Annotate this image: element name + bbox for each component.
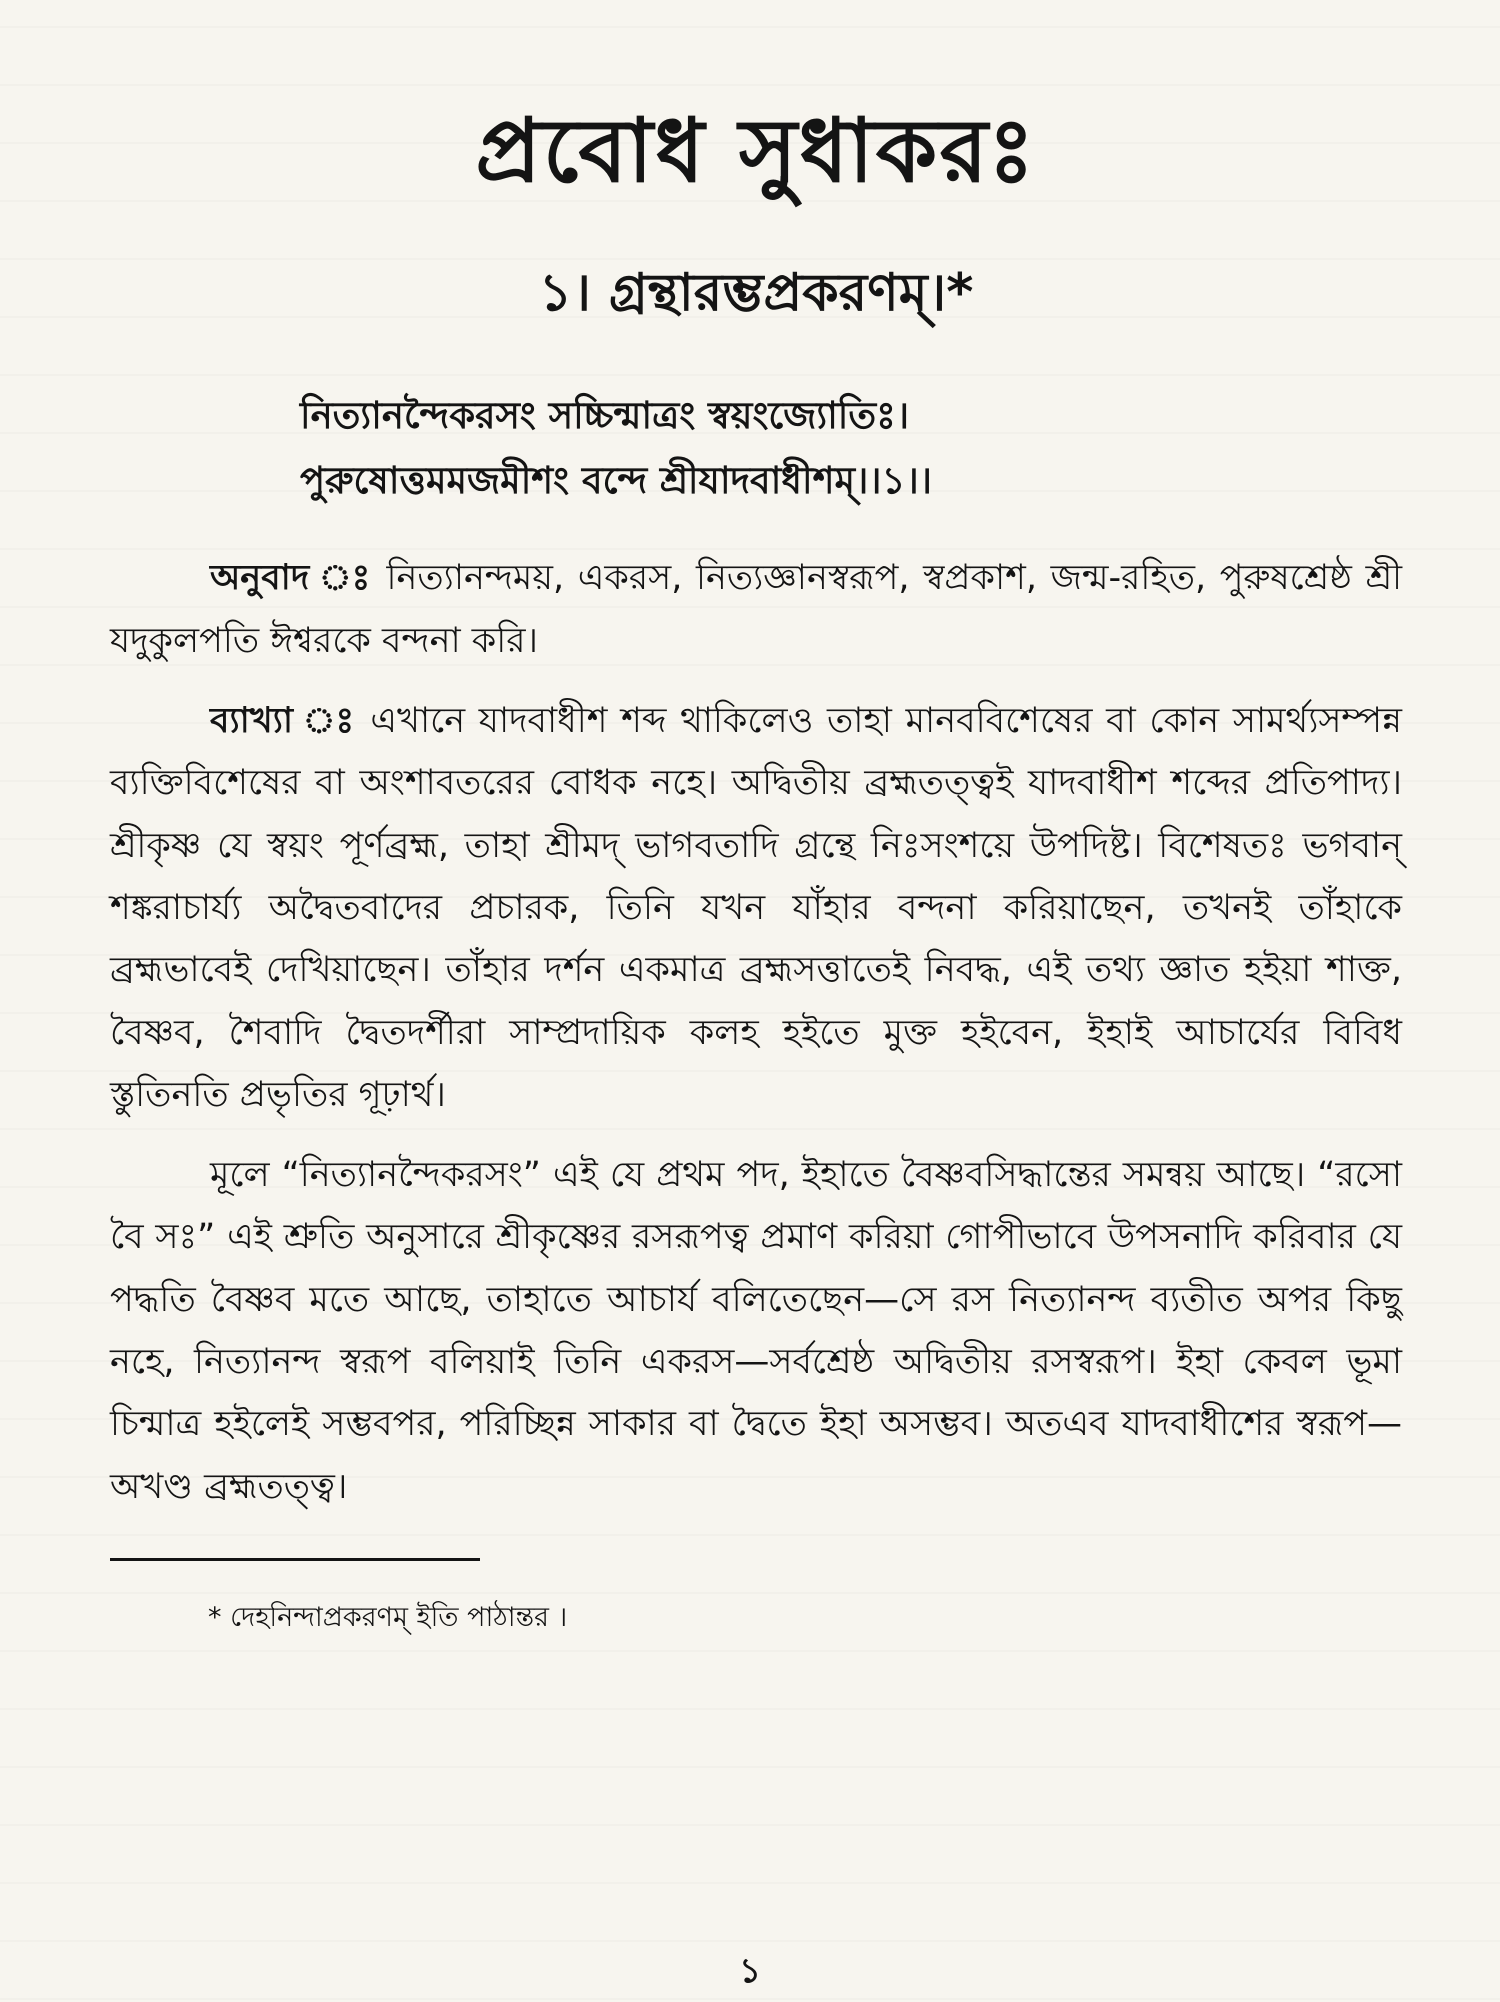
footnote: * দেহনিন্দাপ্রকরণম্ ইতি পাঠান্তর । (208, 1601, 568, 1633)
chapter-heading: ১। গ্রন্থারম্ভপ্রকরণম্।* (538, 262, 974, 323)
commentary-paragraph (110, 690, 1402, 1126)
sanskrit-verse (110, 384, 1402, 514)
page-number: ১ (738, 1951, 762, 1991)
verse-line: নিত্যানন্দৈকরসং সচ্চিন্মাত্রং স্বয়ংজ্যোতিঃ। (300, 393, 910, 437)
verse-line: পুরুষোত্তমমজমীশং বন্দে শ্রীযাদবাধীশম্।।১।। (300, 458, 933, 502)
commentary-paragraph-2: মূলে “নিত্যানন্দৈকরসং” এই যে প্রথম পদ, ইহাতে বৈষ্ণবসিদ্ধান্তের সমন্বয় আছে। “রসো বৈ সঃ” এই শ্রুতি অনুসারে শ্রীকৃষ্ণের রসরূপত্ব প্রমাণ করিয়া গোপীভাবে উপসনাদি করিবার যে পদ্ধতি বৈষ্ণব মতে আছে, তাহাতে আচার্য বলিতেছেন—সে রস নিত্যানন্দ ব্যতীত অপর কিছু নহে, নিত্যানন্দ স্বরূপ বলিয়াই তিনি একরস—সর্বশ্রেষ্ঠ অদ্বিতীয় রসস্বরূপ। ইহা কেবল ভূমা চিন্মাত্র হইলেই সম্ভবপর, পরিচ্ছিন্ন সাকার বা দ্বৈতে ইহা অসম্ভব। অতএব যাদবাধীশের স্বরূপ—অখণ্ড ব্রহ্মতত্ত্ব। (110, 1155, 1402, 1507)
page-title: প্রবোধ সুধাকরঃ (475, 99, 1037, 202)
commentary-text: এখানে যাদবাধীশ শব্দ থাকিলেও তাহা মানববিশেষের বা কোন সামর্থ্যসম্পন্ন ব্যক্তিবিশেষের বা অংশাবতরের বোধক নহে। অদ্বিতীয় ব্রহ্মতত্ত্বই যাদবাধীশ শব্দের প্রতিপাদ্য। শ্রীকৃষ্ণ যে স্বয়ং পূর্ণব্রহ্ম, তাহা শ্রীমদ্ ভাগবতাদি গ্রন্থে নিঃসংশয়ে উপদিষ্ট। বিশেষতঃ ভগবান্ শঙ্করাচার্য্য অদ্বৈতবাদের প্রচারক, তিনি যখন যাঁহার বন্দনা করিয়াছেন, তখনই তাঁহাকে ব্রহ্মভাবেই দেখিয়াছেন। তাঁহার দর্শন একমাত্র ব্রহ্মসত্তাতেই নিবদ্ধ, এই তথ্য জ্ঞাত হইয়া শাক্ত, বৈষ্ণব, শৈবাদি দ্বৈতদর্শীরা সাম্প্রদায়িক কলহ হইতে মুক্ত হইবেন, ইহাই আচার্যের বিবিধ স্তুতিনতি প্রভৃতির গূঢ়ার্থ। (110, 701, 1402, 1115)
translation-paragraph (110, 547, 1402, 672)
footnote-divider (110, 1558, 480, 1561)
commentary-label: ব্যাখ্যা ঃ (210, 701, 357, 742)
translation-label: অনুবাদ ঃ (210, 558, 373, 599)
translation-text: নিত্যানন্দময়, একরস, নিত্যজ্ঞানস্বরূপ, স্বপ্রকাশ, জন্ম-রহিত, পুরুষশ্রেষ্ঠ শ্রী যদুকুলপতি ঈশ্বরকে বন্দনা করি। (110, 558, 1402, 661)
